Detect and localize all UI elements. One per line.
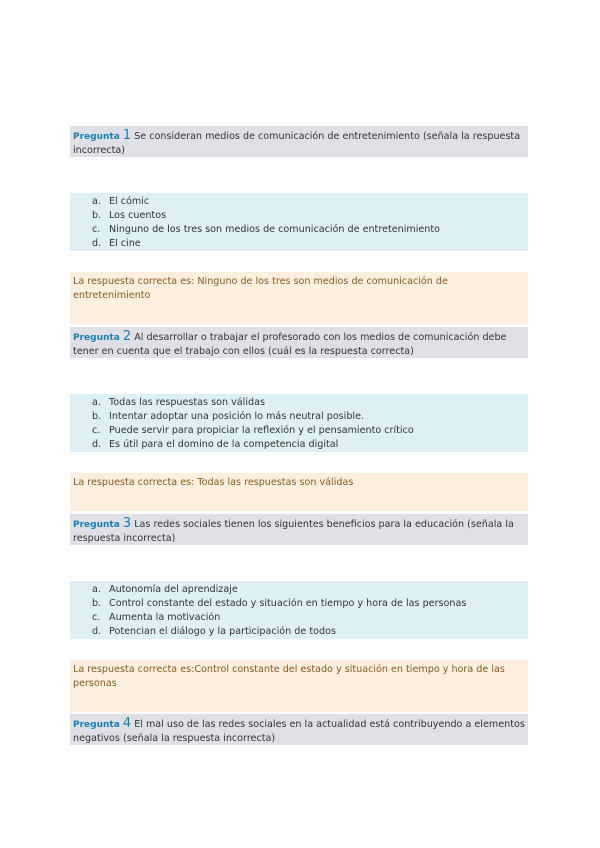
option-c[interactable]: c. Puede servir para propiciar la reflexión y el pensamiento crítico	[92, 425, 414, 436]
question-1-options	[70, 193, 528, 251]
question-number: 1	[122, 128, 132, 143]
question-text: Las redes sociales tienen los siguientes beneficios para la educación (señala la respuesta incorrecta)	[73, 519, 514, 544]
question-label: Pregunta	[73, 520, 120, 530]
option-b[interactable]: b. Intentar adoptar una posición lo más neutral posible.	[92, 411, 365, 422]
question-1-answer: La respuesta correcta es: Ninguno de los tres son medios de comunicación de entretenimiento	[70, 272, 528, 324]
question-4-header	[70, 714, 528, 745]
question-3-options	[70, 581, 528, 639]
question-label: Pregunta	[73, 132, 120, 142]
option-d[interactable]: d. Potencian el diálogo y la participación de todos	[92, 626, 336, 637]
question-3-header	[70, 514, 528, 545]
option-a[interactable]: a. El cómic	[92, 196, 150, 207]
question-number: 3	[122, 516, 132, 531]
question-label: Pregunta	[73, 333, 120, 343]
question-2-answer: La respuesta correcta es: Todas las respuestas son válidas	[70, 473, 528, 511]
question-text: El mal uso de las redes sociales en la actualidad está contribuyendo a elementos negativos (señala la respuesta incorrecta)	[73, 719, 525, 744]
option-b[interactable]: b. Control constante del estado y situación en tiempo y hora de las personas	[92, 598, 467, 609]
question-number: 2	[122, 329, 132, 344]
option-c[interactable]: c. Aumenta la motivación	[92, 612, 221, 623]
question-number: 4	[122, 716, 132, 731]
question-text: Se consideran medios de comunicación de entretenimiento (señala la respuesta incorrecta)	[73, 131, 521, 156]
option-a[interactable]: a. Autonomía del aprendizaje	[92, 584, 238, 595]
question-label: Pregunta	[73, 720, 120, 730]
option-d[interactable]: d. El cine	[92, 238, 141, 249]
question-text: Al desarrollar o trabajar el profesorado con los medios de comunicación debe tener en cuenta que el trabajo con ellos (cuál es la respuesta correcta)	[73, 332, 507, 357]
question-1-header	[70, 126, 528, 157]
option-a[interactable]: a. Todas las respuestas son válidas	[92, 397, 265, 408]
option-d[interactable]: d. Es útil para el domino de la competencia digital	[92, 439, 339, 450]
question-2-header	[70, 327, 528, 358]
question-2-options	[70, 394, 528, 452]
option-c[interactable]: c. Ninguno de los tres son medios de comunicación de entretenimiento	[92, 224, 440, 235]
option-b[interactable]: b. Los cuentos	[92, 210, 167, 221]
question-3-answer: La respuesta correcta es:Control constante del estado y situación en tiempo y hora de las personas	[70, 660, 528, 712]
